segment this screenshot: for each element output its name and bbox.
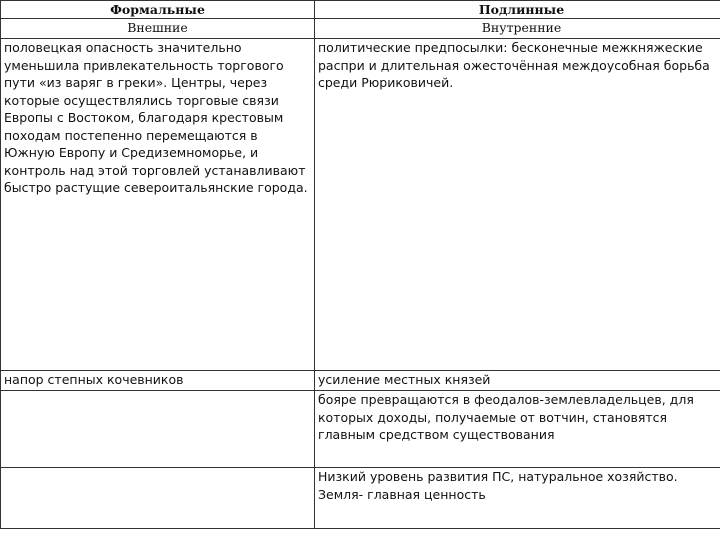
table-row bbox=[1, 468, 720, 529]
cell-right: Низкий уровень развития ПС, натуральное хозяйство. Земля- главная ценность bbox=[315, 468, 720, 529]
cell-right: усиление местных князей bbox=[315, 371, 720, 391]
cell-left: напор степных кочевников bbox=[1, 371, 315, 391]
cell-left-empty bbox=[1, 391, 315, 468]
header-row bbox=[1, 1, 720, 19]
header-formal: Формальные bbox=[1, 1, 315, 19]
table-row bbox=[1, 371, 720, 391]
header-genuine: Подлинные bbox=[315, 1, 720, 19]
subheader-row bbox=[1, 19, 720, 39]
subheader-internal: Внутренние bbox=[315, 19, 720, 39]
subheader-external: Внешние bbox=[1, 19, 315, 39]
cell-left-empty bbox=[1, 468, 315, 529]
cell-left: половецкая опасность значительно уменьшила привлекательность торгового пути «из варяг в греки». Центры, через которые осуществлялись торговые связи Европы с Востоком, благодаря крестовым походам постепенно перемещаются в Южную Европу и Средиземноморье, и контроль над этой торговлей устанавливают быстро растущие североитальянские города. bbox=[1, 39, 315, 371]
cell-right: политические предпосылки: бесконечные межкняжеские распри и длительная ожесточённая междоусобная борьба среди Рюриковичей. bbox=[315, 39, 720, 371]
cell-right: бояре превращаются в феодалов-землевладельцев, для которых доходы, получаемые от вотчин, становятся главным средством существования bbox=[315, 391, 720, 468]
table-row bbox=[1, 391, 720, 468]
table-row bbox=[1, 39, 720, 371]
